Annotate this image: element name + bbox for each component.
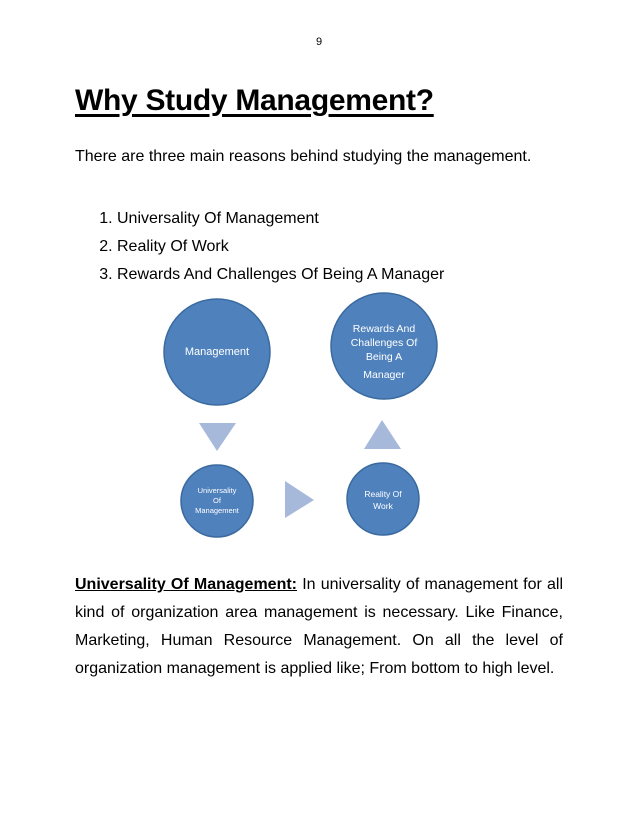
universality-label-line: Universality [197,486,237,495]
reality-circle [347,463,419,535]
rewards-label-line: Manager [363,369,405,381]
list-item: 3. Rewards And Challenges Of Being A Manager [117,261,444,289]
reality-label-line: Work [373,501,393,511]
section-text: In universality of management for all kind of organization area management is necessary. Like Finance, Marketing, Human Resource Management. On all the level of organization management is applied like; From bottom to high level. [75,576,563,677]
rewards-label-line: Being A [365,351,403,363]
page-number: 9 [315,36,323,48]
list-item: 1. Universality Of Management [117,205,444,233]
cycle-diagram [0,290,638,550]
reality-label-line: Reality Of [364,489,402,499]
universality-section [75,571,563,683]
section-term: Universality Of Management: [75,576,298,593]
page-title: Why Study Management? [75,84,434,117]
arrow-right-icon [285,481,314,518]
arrow-up-icon [364,420,401,449]
list-item: 2. Reality Of Work [117,233,444,261]
arrow-down-icon [199,423,236,451]
universality-label-line: Management [195,506,239,515]
management-label: Management [184,346,250,358]
intro-paragraph: There are three main reasons behind studying the management. [75,148,532,165]
rewards-label-line: Challenges Of [350,337,418,349]
reasons-list [75,205,444,289]
rewards-label-line: Rewards And [352,323,416,335]
universality-label-line: Of [213,496,221,505]
